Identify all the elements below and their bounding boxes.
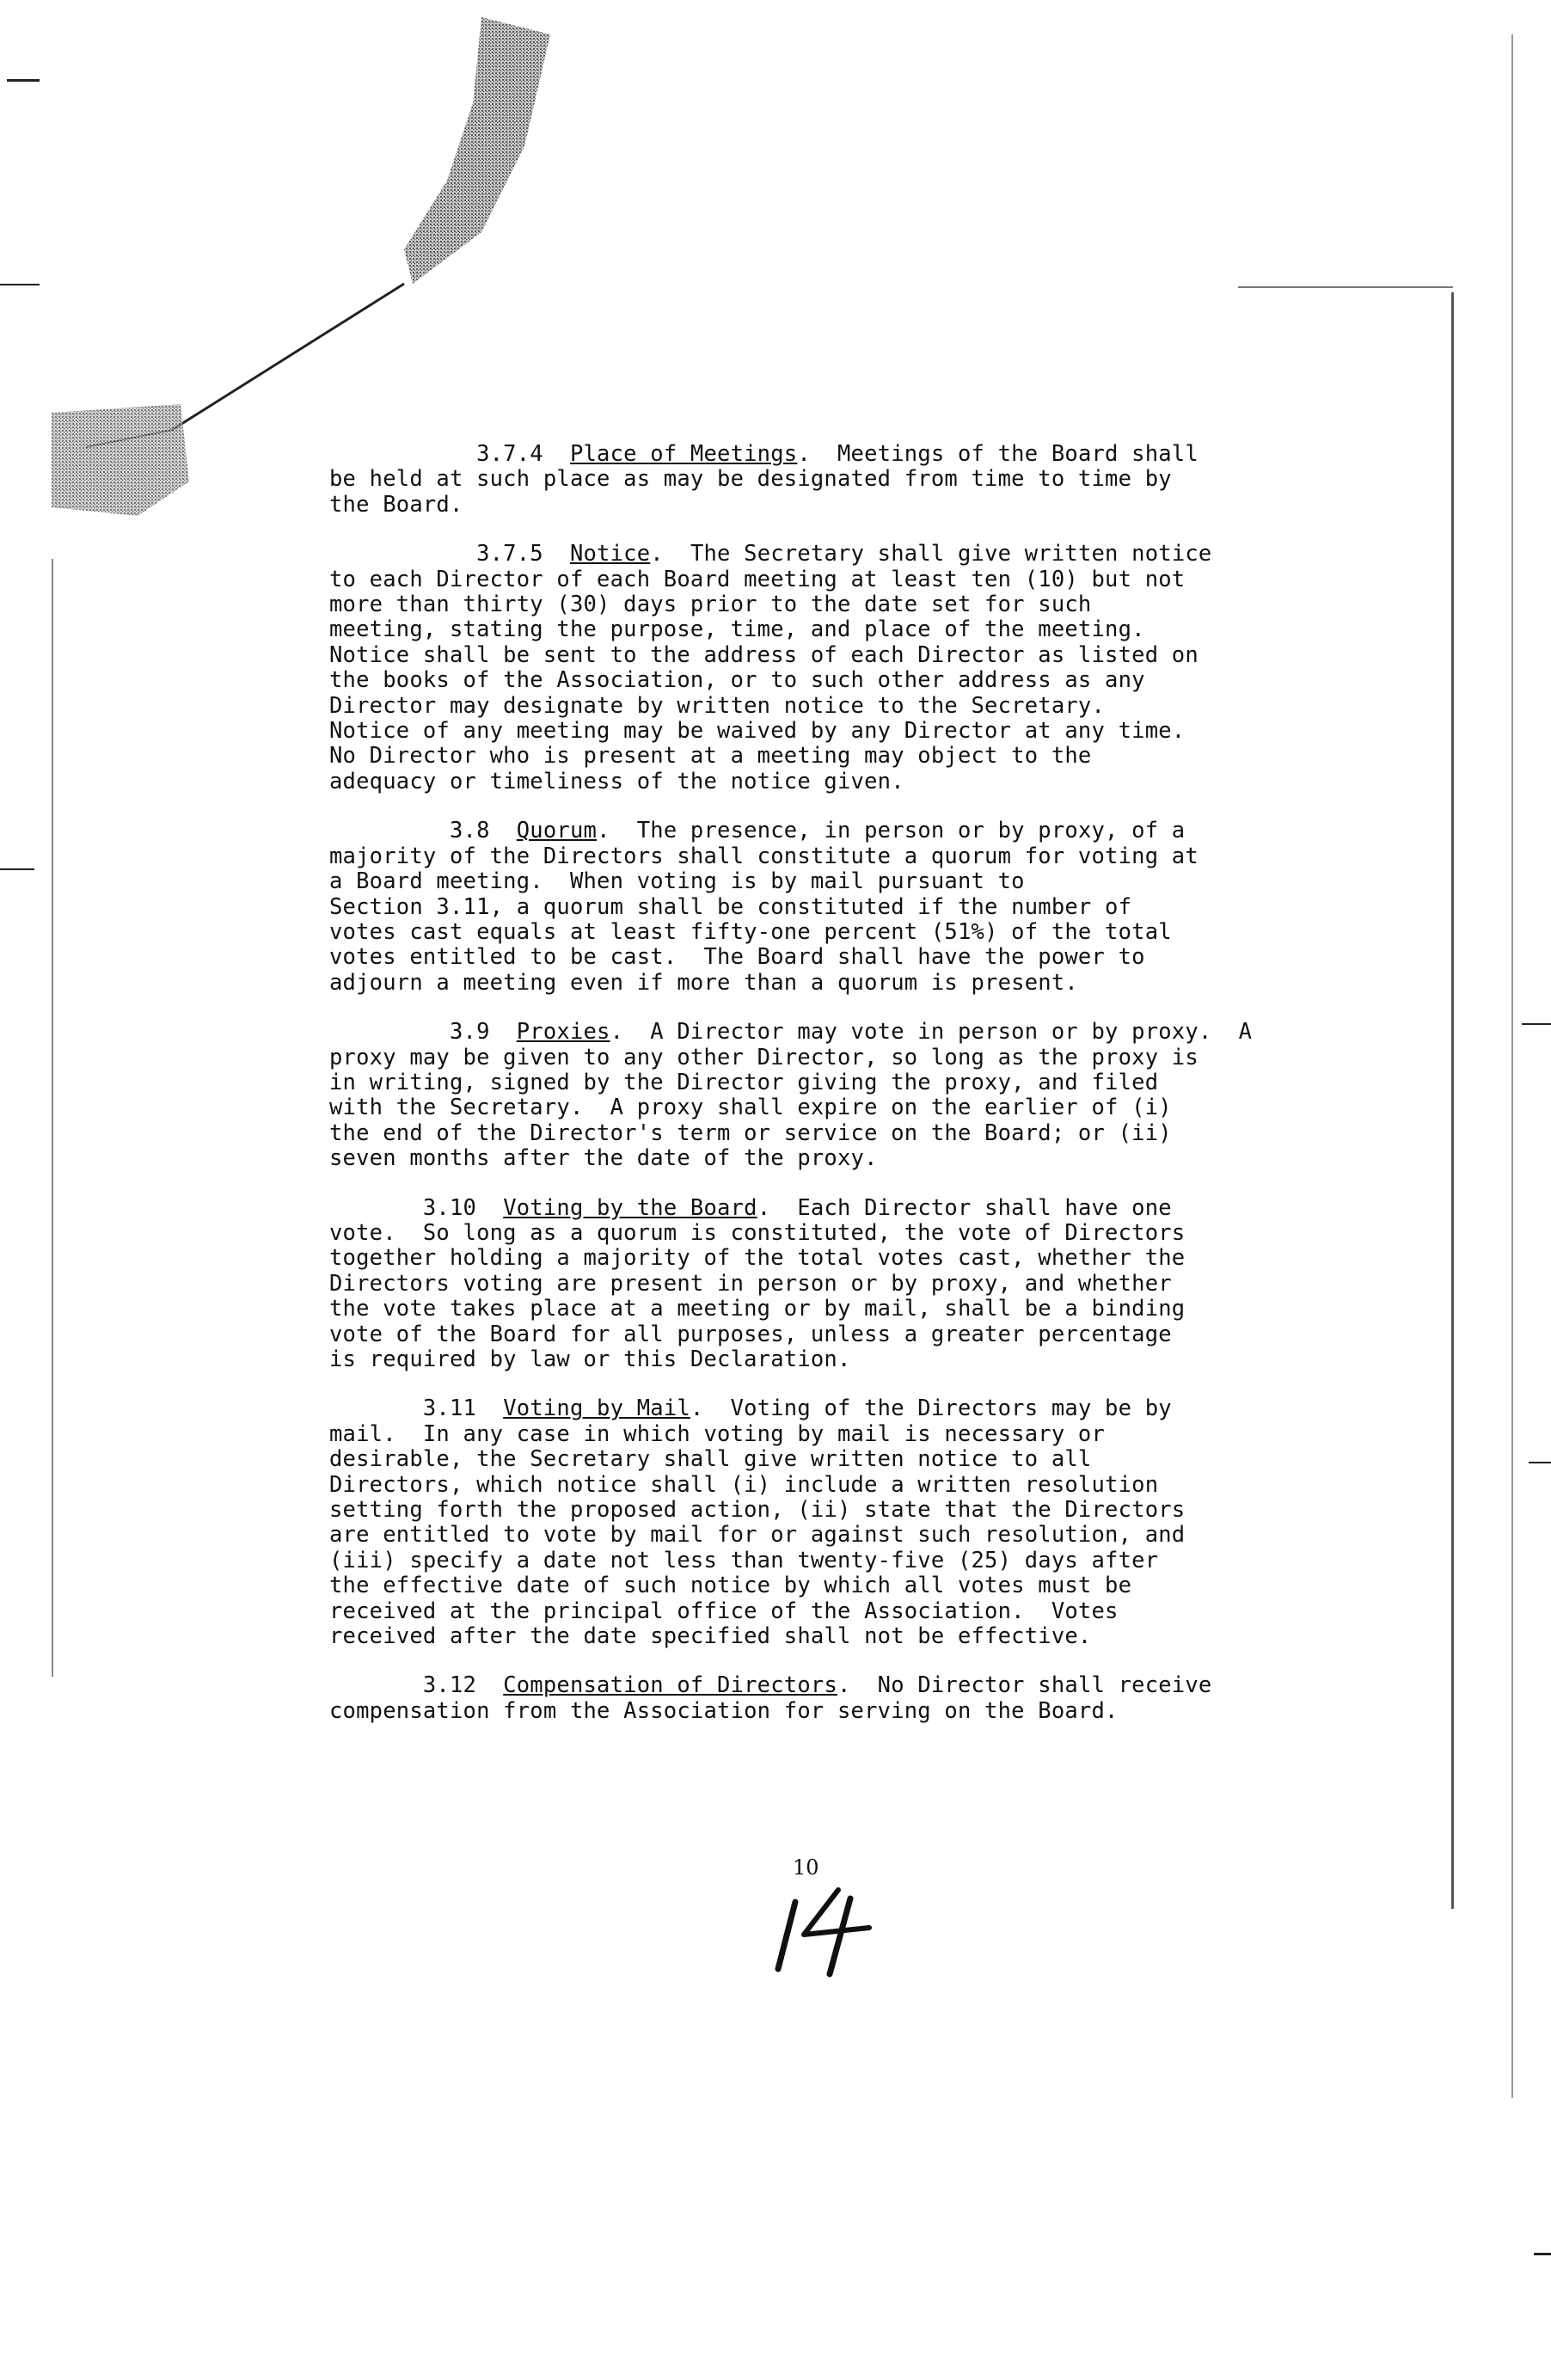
section-heading: Notice [569, 541, 651, 567]
scan-line-far-right [1511, 34, 1513, 2098]
text-line: Directors, which notice shall (i) include a written resolution [329, 1471, 1159, 1498]
text-line: setting forth the proposed action, (ii) state that the Directors [329, 1497, 1186, 1524]
text-line: compensation from the Association for serving on the Board. [329, 1697, 1119, 1724]
text-line: Notice shall be sent to the address of each Director as listed on [329, 641, 1198, 668]
text-line: proxy may be given to any other Director, so long as the proxy is [329, 1044, 1198, 1070]
section-3-9 [329, 1020, 1301, 1171]
text-line: is required by law or this Declaration. [329, 1346, 851, 1372]
section-first-line: . The presence, in person or by proxy, of a [597, 818, 1186, 844]
text-line: with the Secretary. A proxy shall expire on the earlier of (i) [329, 1095, 1172, 1121]
section-number: 3.7.5 [329, 541, 570, 567]
section-3-10 [329, 1196, 1301, 1373]
section-heading: Place of Meetings [569, 441, 798, 467]
section-number: 3.7.4 [329, 441, 570, 467]
text-line: No Director who is present at a meeting may object to the [329, 743, 1092, 770]
text-line: majority of the Directors shall constitute a quorum for voting at [329, 843, 1198, 869]
page-number: 10 [793, 1856, 819, 1880]
scan-line-right-top [1238, 286, 1453, 288]
section-3-8 [329, 819, 1301, 996]
text-line: Notice of any meeting may be waived by any Director at any time. [329, 718, 1186, 745]
text-line: mail. In any case in which voting by mail is necessary or [329, 1420, 1106, 1447]
text-line: Director may designate by written notice to the Secretary. [329, 692, 1106, 719]
text-line: to each Director of each Board meeting at least ten (10) but not [329, 566, 1186, 592]
section-heading: Compensation of Directors [503, 1672, 837, 1699]
section-heading: Quorum [516, 818, 598, 844]
scan-tick-right-3 [1534, 2253, 1551, 2255]
section-3-12 [329, 1673, 1301, 1724]
text-line: received at the principal office of the Association. Votes [329, 1598, 1119, 1624]
section-first-line: . A Director may vote in person or by proxy. A [610, 1019, 1253, 1046]
text-line: a Board meeting. When voting is by mail pursuant to [329, 868, 1025, 895]
text-line: the books of the Association, or to such other address as any [329, 667, 1145, 694]
section-first-line: . The Secretary shall give written notice [650, 541, 1212, 567]
text-line: adjourn a meeting even if more than a quorum is present. [329, 969, 1078, 996]
scan-line-left-top [7, 79, 40, 82]
text-line: Directors voting are present in person or by proxy, and whether [329, 1270, 1172, 1297]
section-heading: Voting by the Board [503, 1194, 757, 1221]
text-line: desirable, the Secretary shall give written notice to all [329, 1446, 1092, 1473]
scan-line-left-2 [0, 868, 34, 870]
scan-line-left-vertical [52, 559, 53, 1677]
scan-tick-right-2 [1529, 1462, 1551, 1463]
text-line: the effective date of such notice by which all votes must be [329, 1573, 1132, 1599]
section-first-line: . No Director shall receive [837, 1672, 1212, 1699]
text-line: be held at such place as may be designated from time to time by [329, 466, 1172, 493]
section-number: 3.10 [329, 1194, 504, 1221]
document-body [329, 442, 1301, 1748]
section-number: 3.12 [329, 1672, 504, 1699]
text-line: the Board. [329, 491, 463, 518]
section-heading: Proxies [516, 1019, 610, 1046]
section-heading: Voting by Mail [503, 1395, 690, 1422]
section-first-line: . Voting of the Directors may be by [690, 1395, 1172, 1422]
text-line: (iii) specify a date not less than twenty-five (25) days after [329, 1547, 1159, 1573]
text-line: in writing, signed by the Director giving the proxy, and filed [329, 1069, 1159, 1095]
section-first-line: . Each Director shall have one [757, 1194, 1172, 1221]
text-line: vote. So long as a quorum is constituted, the vote of Directors [329, 1219, 1186, 1246]
text-line: seven months after the date of the proxy. [329, 1145, 878, 1172]
text-line: vote of the Board for all purposes, unless a greater percentage [329, 1321, 1172, 1347]
section-number: 3.9 [329, 1019, 517, 1046]
text-line: votes entitled to be cast. The Board shall have the power to [329, 944, 1145, 971]
handwritten-page-number [768, 1883, 880, 1978]
text-line: the vote takes place at a meeting or by mail, shall be a binding [329, 1296, 1186, 1322]
section-number: 3.8 [329, 818, 517, 844]
text-line: meeting, stating the purpose, time, and place of the meeting. [329, 616, 1145, 643]
text-line: votes cast equals at least fifty-one percent (51%) of the total [329, 918, 1172, 945]
text-line: together holding a majority of the total votes cast, whether the [329, 1245, 1186, 1272]
text-line: more than thirty (30) days prior to the date set for such [329, 592, 1092, 618]
scan-tick-right-1 [1522, 1023, 1551, 1025]
text-line: adequacy or timeliness of the notice given. [329, 768, 904, 794]
text-line: are entitled to vote by mail for or against such resolution, and [329, 1522, 1186, 1549]
section-first-line: . Meetings of the Board shall [797, 441, 1198, 467]
section-3-7-4 [329, 442, 1301, 518]
section-3-7-5 [329, 542, 1301, 794]
scan-line-left-1 [0, 284, 40, 285]
text-line: received after the date specified shall not be effective. [329, 1623, 1092, 1650]
scan-line-right-vertical [1451, 292, 1454, 1909]
section-number: 3.11 [329, 1395, 504, 1422]
text-line: the end of the Director's term or service on the Board; or (ii) [329, 1119, 1172, 1146]
text-line: Section 3.11, a quorum shall be constituted if the number of [329, 893, 1132, 920]
section-3-11 [329, 1396, 1301, 1649]
